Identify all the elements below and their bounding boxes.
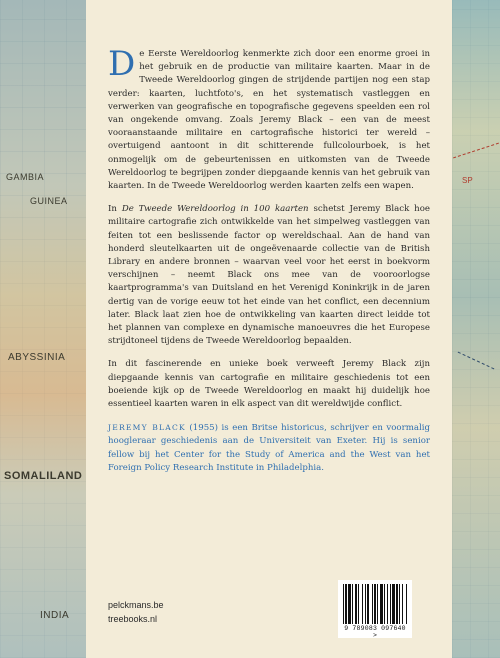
third-paragraph: In dit fascinerende en unieke boek verweeft Jeremy Black zijn diepgaande kennis van cartografie en militaire geschiedenis tot een boeiende kijk op de Tweede Wereldoorlog en maakt hij duidelijk hoe essentieel kaarten waren in elk aspect van dit wereldwijde conflict. (108, 359, 430, 410)
map-strip-right (452, 0, 500, 658)
map-label-somaliland: SOMALILAND (4, 470, 83, 482)
drop-cap: D (108, 44, 136, 84)
second-paragraph (108, 203, 430, 348)
barcode-bar (372, 584, 373, 624)
barcode-bar (345, 584, 347, 624)
barcode-bar (390, 584, 391, 624)
intro-text: e Eerste Wereldoorlog kenmerkte zich door een enorme groei in het gebruik en de productie van militaire kaarten. Maar in de Tweede Wereldoorlog gingen de strijdende partijen nog een stap verder: kaarten, luchtfoto's, en het systematisch vastleggen en verwerken van geografische en topografische gegevens speelden een rol van ongekende omvang. Zoals Jeremy Black – een van de meest vooraanstaande militaire en cartografische historici ter wereld – overtuigend aantoont in dit schitterende fullcolourboek, is het onmogelijk om de gebeurtenissen en uitkomsten van de Tweede Wereldoorlog te begrijpen zonder diepgaande kennis van het gebruik van kaarten. In de Tweede Wereldoorlog werden kaarten zelfs een wapen. (108, 49, 430, 192)
intro-paragraph (108, 44, 430, 193)
author-bio-text: (1955) is een Britse historicus, schrijver en voormalig hoogleraar geschiedenis aan de Universiteit van Exeter. Hij is senior fellow bij het Center for the Study of America and the West van het Foreign Policy Research Institute in Philadelphia. (108, 423, 430, 473)
barcode-bar (367, 584, 369, 624)
barcode-bar (387, 584, 388, 624)
author-bio (108, 421, 430, 475)
barcode-bar (374, 584, 376, 624)
map-label-right: SP (462, 176, 473, 185)
publisher-list (108, 598, 164, 626)
author-name: JEREMY BLACK (108, 423, 186, 433)
map-label-gambia: GAMBIA (6, 172, 45, 182)
para2-text: schetst Jeremy Black hoe militaire cartografie zich ontwikkelde van het simpelweg vastleggen van feiten tot een beslissende factor op wereldschaal. Aan de hand van honderd sleutelkaarten uit de ongeëvenaarde collectie van de British Library en andere bronnen – waarvan veel voor het eerst in boekvorm verschijnen – neemt Black ons mee van de vooroorlogse kaartprogramma's van Duitsland en het Verenigd Koninkrijk in de jaren dertig van de vorige eeuw tot het einde van het conflict, een decennium later. Black laat zien hoe de ontwikkeling van kaarten direct leidde tot het plannen van complexe en dynamische manoeuvres die het Europese strijdtoneel tijdens de Tweede Wereldoorlog bepaalden. (108, 204, 430, 347)
blurb (108, 44, 430, 485)
book-title: De Tweede Wereldoorlog in 100 kaarten (121, 204, 309, 215)
map-label-abyssinia: ABYSSINIA (8, 352, 66, 363)
barcode-bar (352, 584, 353, 624)
back-cover-text-panel (86, 0, 452, 658)
barcode-bar (384, 584, 385, 624)
barcode-bar (396, 584, 398, 624)
isbn-barcode (338, 580, 412, 638)
barcode-bar (399, 584, 400, 624)
barcode-bar (355, 584, 357, 624)
barcode-bar (365, 584, 366, 624)
barcode-digits (342, 625, 408, 639)
barcode-bar (402, 584, 403, 624)
barcode-addon: > (372, 632, 378, 639)
barcode-bar (358, 584, 359, 624)
map-label-india: INDIA (40, 610, 70, 621)
map-label-guinea: GUINEA (30, 196, 68, 206)
barcode-number: 9 789083 097640 (344, 625, 406, 632)
para2-prefix: In (108, 204, 122, 215)
barcode-bar (380, 584, 383, 624)
map-route-line (453, 143, 499, 159)
barcode-bar (406, 584, 407, 624)
barcode-bar (377, 584, 378, 624)
map-route-line (458, 352, 495, 370)
publisher-link: treebooks.nl (108, 614, 158, 624)
map-strip-left (0, 0, 86, 658)
barcode-bar (362, 584, 363, 624)
publisher-link: pelckmans.be (108, 600, 164, 610)
barcode-bars (342, 584, 408, 624)
barcode-bar (392, 584, 395, 624)
barcode-bar (348, 584, 351, 624)
barcode-bar (343, 584, 344, 624)
